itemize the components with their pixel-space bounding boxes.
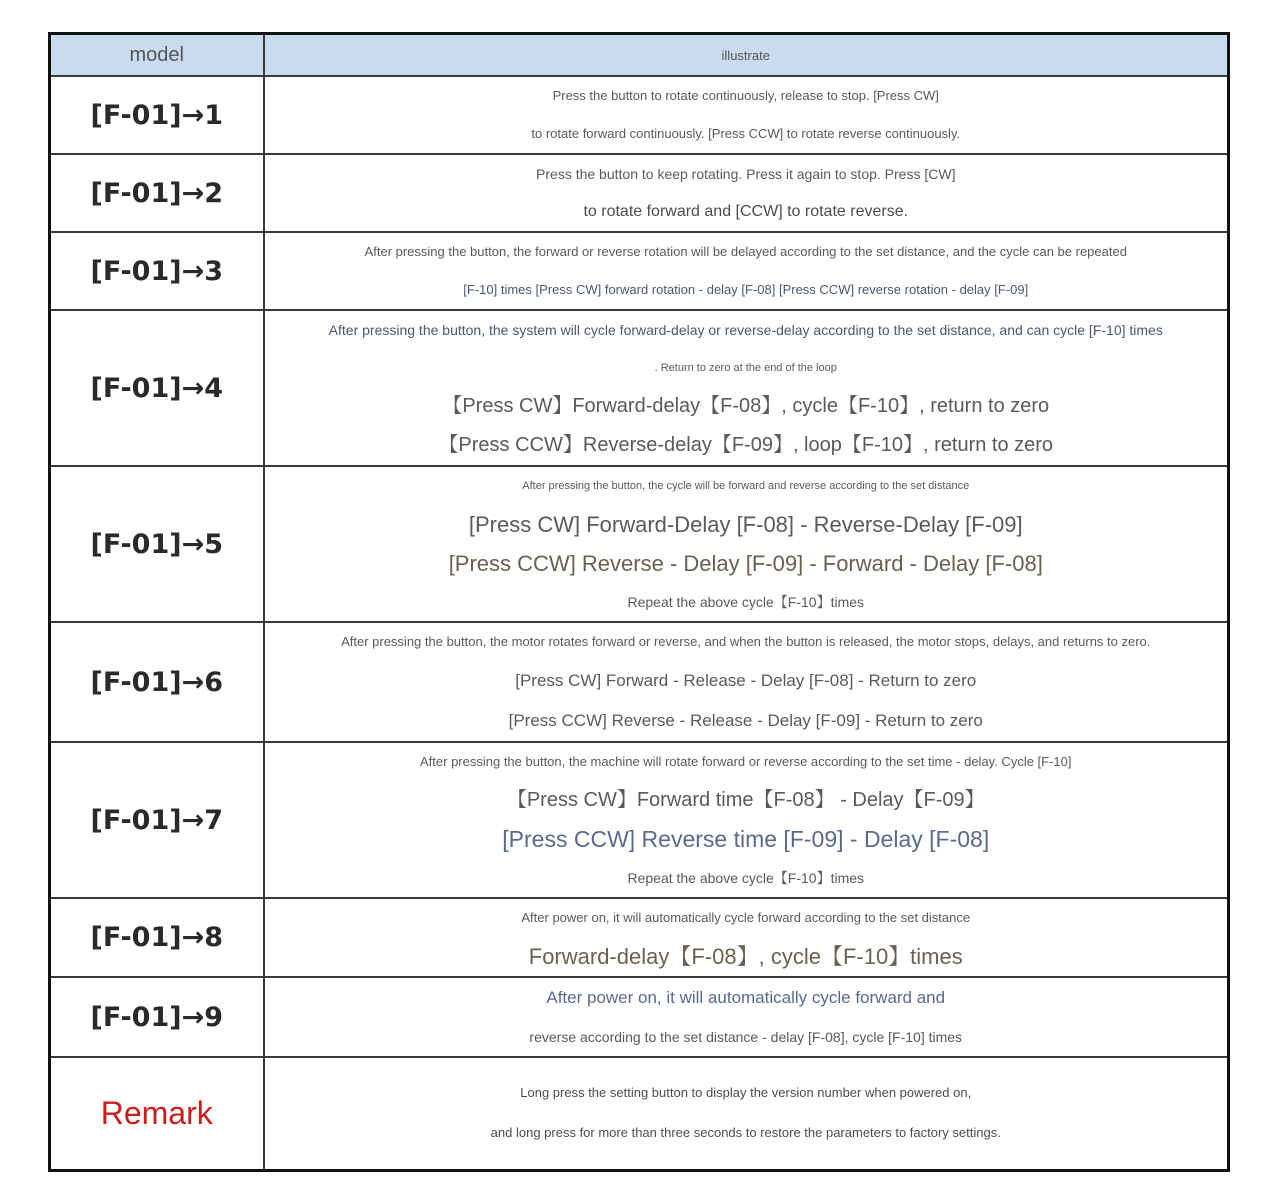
description-line: After pressing the button, the motor rotates forward or reverse, and when the button is released, the motor stops, delays, and returns to zero. bbox=[341, 634, 1151, 649]
description-line: After pressing the button, the machine will rotate forward or reverse according to the set time - delay. Cycle [F-10] bbox=[420, 754, 1072, 769]
header-illustrate: illustrate bbox=[264, 34, 1229, 77]
table-row bbox=[50, 977, 1229, 1057]
mode-cell: [F-01]→4 bbox=[50, 310, 264, 466]
description-line: After power on, it will automatically cycle forward and bbox=[546, 988, 946, 1007]
description-line: Press the button to keep rotating. Press it again to stop. Press [CW] bbox=[536, 166, 956, 182]
table-row bbox=[50, 310, 1229, 466]
mode-cell: [F-01]→2 bbox=[50, 154, 264, 232]
mode-cell: [F-01]→6 bbox=[50, 622, 264, 742]
description-line: to rotate forward continuously. [Press CCW] to rotate reverse continuously. bbox=[531, 126, 961, 141]
description-line: 【Press CW】Forward time【F-08】 - Delay【F-09】 bbox=[506, 789, 985, 811]
description-cell bbox=[264, 622, 1229, 742]
remark-cell bbox=[264, 1057, 1229, 1170]
function-table bbox=[48, 32, 1230, 1172]
table-row bbox=[50, 466, 1229, 622]
description-cell bbox=[264, 742, 1229, 898]
mode-cell: [F-01]→1 bbox=[50, 76, 264, 154]
description-line: reverse according to the set distance - delay [F-08], cycle [F-10] times bbox=[529, 1029, 963, 1045]
description-cell bbox=[264, 76, 1229, 154]
table-row bbox=[50, 154, 1229, 232]
page-title-cropped bbox=[0, 0, 1261, 12]
mode-cell: [F-01]→9 bbox=[50, 977, 264, 1057]
description-line: 【Press CW】Forward-delay【F-08】, cycle【F-10】, return to zero bbox=[442, 395, 1050, 417]
description-line: [Press CW] Forward - Release - Delay [F-08] - Return to zero bbox=[515, 671, 977, 690]
description-cell bbox=[264, 898, 1229, 977]
description-line: [Press CCW] Reverse - Delay [F-09] - Forward - Delay [F-08] bbox=[448, 551, 1043, 576]
remark-label: Remark bbox=[50, 1057, 264, 1170]
description-line: Press the button to rotate continuously, release to stop. [Press CW] bbox=[552, 88, 939, 103]
description-line: [Press CCW] Reverse time [F-09] - Delay [F-08] bbox=[502, 826, 990, 852]
table-header-row bbox=[50, 34, 1229, 77]
mode-cell: [F-01]→8 bbox=[50, 898, 264, 977]
mode-cell: [F-01]→5 bbox=[50, 466, 264, 622]
table-row bbox=[50, 232, 1229, 310]
description-line: After power on, it will automatically cycle forward according to the set distance bbox=[521, 910, 971, 925]
description-line: Repeat the above cycle【F-10】times bbox=[627, 870, 865, 886]
mode-cell: [F-01]→7 bbox=[50, 742, 264, 898]
table-row bbox=[50, 622, 1229, 742]
description-line: After pressing the button, the system will cycle forward-delay or reverse-delay according to the set distance, and can cycle [F-10] times bbox=[328, 322, 1163, 338]
description-cell bbox=[264, 466, 1229, 622]
remark-line: and long press for more than three seconds to restore the parameters to factory settings. bbox=[490, 1125, 1001, 1141]
description-line: . Return to zero at the end of the loop bbox=[654, 362, 837, 374]
description-line: to rotate forward and [CCW] to rotate reverse. bbox=[583, 203, 909, 220]
table-row bbox=[50, 76, 1229, 154]
table-row bbox=[50, 898, 1229, 977]
description-line: [Press CCW] Reverse - Release - Delay [F-09] - Return to zero bbox=[508, 711, 983, 730]
description-line: [F-10] times [Press CW] forward rotation - delay [F-08] [Press CCW] reverse rotation - delay [F-09] bbox=[463, 282, 1029, 297]
description-line: Forward-delay【F-08】, cycle【F-10】times bbox=[528, 944, 963, 969]
description-cell bbox=[264, 977, 1229, 1057]
description-line: Repeat the above cycle【F-10】times bbox=[627, 594, 865, 610]
remark-line: Long press the setting button to display the version number when powered on, bbox=[520, 1085, 972, 1101]
description-line: [Press CW] Forward-Delay [F-08] - Reverse-Delay [F-09] bbox=[468, 512, 1023, 537]
description-cell bbox=[264, 232, 1229, 310]
mode-cell: [F-01]→3 bbox=[50, 232, 264, 310]
description-line: 【Press CCW】Reverse-delay【F-09】, loop【F-10】, return to zero bbox=[438, 434, 1054, 456]
description-cell bbox=[264, 310, 1229, 466]
description-cell bbox=[264, 154, 1229, 232]
description-line: After pressing the button, the forward or reverse rotation will be delayed according to the set distance, and the cycle can be repeated bbox=[364, 244, 1127, 259]
header-model: model bbox=[50, 34, 264, 77]
remark-row bbox=[50, 1057, 1229, 1170]
description-line: After pressing the button, the cycle will be forward and reverse according to the set distance bbox=[522, 480, 970, 492]
table-row bbox=[50, 742, 1229, 898]
